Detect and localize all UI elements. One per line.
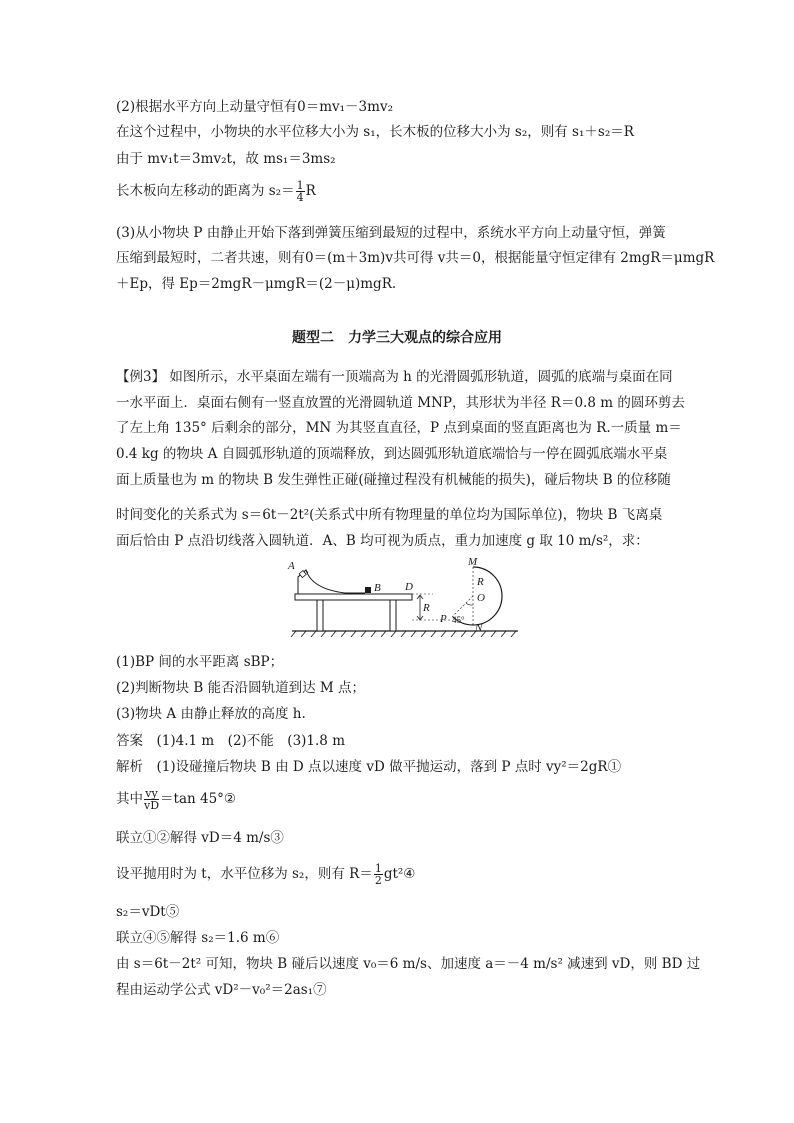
fraction — [144, 788, 159, 811]
question-line: (2)判断物块 B 能否沿圆轨道到达 M 点； — [116, 680, 366, 696]
solution-line: ＋Ep，得 Ep＝2mgR－μmgR＝(2－μ)mgR. — [116, 276, 397, 292]
label-r-height: R — [423, 602, 430, 614]
label-d: D — [405, 581, 413, 593]
table-top — [295, 594, 412, 600]
example-line: 【例3】 如图所示，水平桌面左端有一顶端高为 h 的光滑圆弧形轨道，圆弧的底端与桌面在同 — [116, 369, 673, 385]
table-leg — [317, 600, 323, 631]
text-span: 长木板向左移动的距离为 s₂＝ — [116, 183, 295, 199]
solution-line: 压缩到最短时，二者共速，则有0＝(m＋3m)v共可得 v共＝0，根据能量守恒定律有 2mgR＝μmgR — [116, 250, 715, 266]
fraction-denominator: 2 — [374, 874, 382, 887]
example-line: 一水平面上．桌面右侧有一竖直放置的光滑圆轨道 MNP，其形状为半径 R＝0.8 m 的圆环剪去 — [116, 395, 685, 411]
solution-line: 由于 mv₁t＝3mv₂t，故 ms₁＝3ms₂ — [116, 151, 336, 167]
fraction-denominator: vD — [144, 799, 160, 812]
fraction-numerator: 1 — [296, 179, 304, 192]
analysis-line: s₂＝vDt⑤ — [116, 904, 180, 920]
example-line: 面后恰由 P 点沿切线落入圆轨道．A、B 均可视为质点，重力加速度 g 取 10 m/s²，求： — [116, 533, 649, 549]
label-r-radius: R — [477, 576, 484, 588]
label-n: N — [475, 622, 483, 634]
solution-line: (3)从小物块 P 由静止开始下落到弹簧压缩到最短的过程中，系统水平方向上动量守恒，弹簧 — [116, 225, 666, 241]
analysis-line — [116, 863, 415, 886]
block-b — [365, 587, 371, 593]
text-span: ＝tan 45°② — [160, 791, 237, 807]
physics-diagram — [290, 555, 520, 639]
text-span: R — [305, 183, 316, 199]
block-a — [299, 571, 306, 578]
fraction — [296, 180, 305, 203]
answer-line: 答案 (1)4.1 m (2)不能 (3)1.8 m — [116, 733, 345, 749]
fraction — [374, 863, 383, 886]
fraction-numerator: vy — [145, 787, 158, 800]
question-line: (3)物块 A 由静止释放的高度 h. — [116, 706, 306, 722]
section-title: 题型二 力学三大观点的综合应用 — [292, 330, 502, 346]
example-line: 了左上角 135° 后剩余的部分，MN 为其竖直直径，P 点到桌面的竖直距离也为 R.一质量 m＝ — [116, 420, 682, 436]
question-line: (1)BP 间的水平距离 sBP； — [116, 654, 284, 670]
analysis-line: 联立①②解得 vD＝4 m/s③ — [116, 830, 284, 846]
text-span: 设平抛用时为 t，水平位移为 s₂，则有 R＝ — [116, 866, 373, 882]
solution-line — [116, 180, 316, 203]
label-b: B — [374, 582, 381, 594]
curved-track — [298, 570, 365, 594]
analysis-line: 联立④⑤解得 s₂＝1.6 m⑥ — [116, 930, 280, 946]
example-line: 面上质量也为 m 的物块 B 发生弹性正碰(碰撞过程没有机械能的损失)，碰后物块 B 的位移随 — [116, 472, 671, 488]
analysis-line: 程由运动学公式 vD²－v₀²＝2as₁⑦ — [116, 982, 327, 998]
text-span: 其中 — [116, 791, 143, 807]
fraction-denominator: 4 — [296, 191, 304, 204]
analysis-line: 解析 (1)设碰撞后物块 B 由 D 点以速度 vD 做平抛运动，落到 P 点时 vy²＝2gR① — [116, 759, 622, 775]
fraction-numerator: 1 — [374, 862, 382, 875]
label-angle: 45° — [452, 615, 465, 625]
solution-line: (2)根据水平方向上动量守恒有0＝mv₁－3mv₂ — [116, 99, 393, 115]
table-leg — [390, 600, 396, 631]
analysis-line: 由 s＝6t－2t² 可知，物块 B 碰后以速度 v₀＝6 m/s、加速度 a＝－4 m/s² 减速到 vD，则 BD 过 — [116, 956, 701, 972]
text-span: gt²④ — [383, 866, 416, 882]
label-m: M — [468, 556, 478, 568]
label-a: A — [288, 560, 295, 572]
label-p: P — [440, 613, 447, 625]
analysis-line — [116, 788, 236, 811]
solution-line: 在这个过程中，小物块的水平位移大小为 s₁，长木板的位移大小为 s₂，则有 s₁＋s₂＝R — [116, 124, 634, 140]
label-o: O — [477, 592, 485, 604]
example-line: 0.4 kg 的物块 A 自圆弧形轨道的顶端释放，到达圆弧形轨道底端恰与一停在圆弧底端水平桌 — [116, 446, 668, 462]
example-line: 时间变化的关系式为 s＝6t－2t²(关系式中所有物理量的单位均为国际单位)，物块 B 飞离桌 — [116, 507, 663, 523]
